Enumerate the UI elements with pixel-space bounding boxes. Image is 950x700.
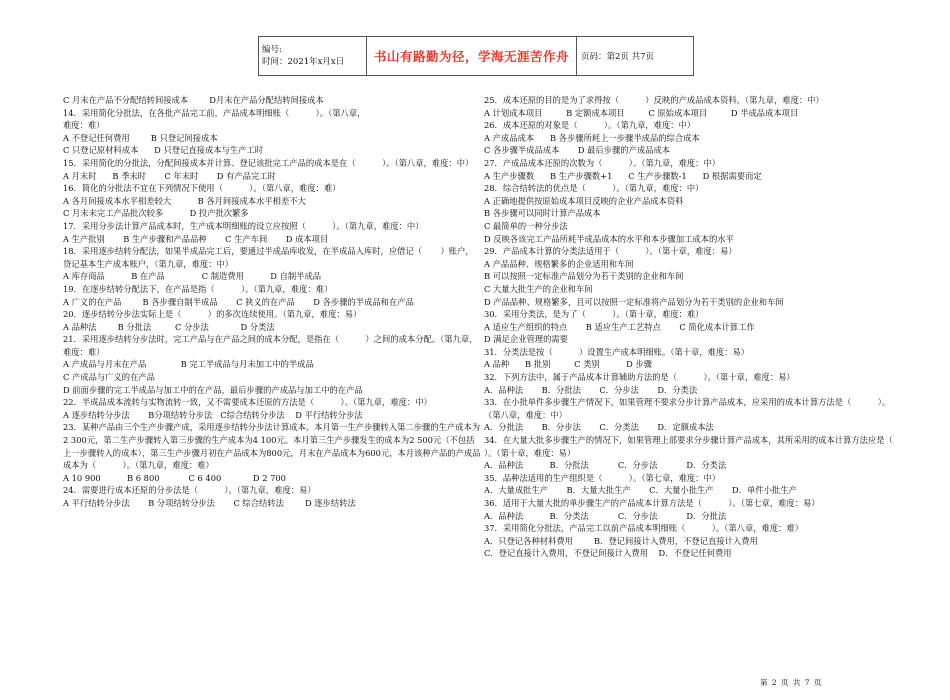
question-line: 35．品种法适用的生产组织是（ ）。（第七章，难度：中） <box>484 472 721 483</box>
question-line: 25．成本还原的目的是为了求得按（ ）反映的产成品成本资料。（第九章，难度：中） <box>484 95 824 105</box>
left-column <box>63 94 481 510</box>
question-line: A 10 900 B 6 800 C 6 400 D 2 700 <box>63 472 286 483</box>
question-line: 29．产品成本计算的分类法适用于（ ）。（第十章，难度：易） <box>484 246 737 257</box>
question-line: 14．采用简化分批法，在各批产品完工前，产品成本明细账（ ）。（第八章， <box>63 107 366 118</box>
question-line: A．只登记各种材料费用 B．登记间接计入费用，不登记直接计入费用 <box>484 535 758 546</box>
question-line: D 产品品种、规格繁多，且可以按照一定标准将产品划分为若干类别的企业和车间 <box>484 296 784 307</box>
question-line: A 计划成本项目 B 定额成本项目 C 原始成本项目 D 半成品成本项目 <box>484 107 799 118</box>
document-number-label: 编号: <box>262 45 282 55</box>
question-line: 15．采用简化的分批法，分配间接成本并计算、登记该批完工产品的成本是在（ ）。（第八章，难度：中） <box>63 157 474 168</box>
question-line: A．品种法 B．分批法 C．分步法 D．分类法 <box>484 460 727 471</box>
question-line: C 月末在产品不分配结转间接成本 D月末在产品分配结转间接成本 <box>63 95 324 105</box>
question-line: A 逐步结转分步法 B分项结转分步法 C综合结转分步法 D 平行结转分步法 <box>63 409 363 420</box>
question-line: A 不登记任何费用 B 只登记间接成本 <box>63 132 218 143</box>
question-line: A 正确地提供按原始成本项目反映的企业产品成本资料 <box>484 195 684 206</box>
page-footer: 第 2 页 共 7 页 <box>760 678 823 687</box>
question-line: A 品种 B 批别 C 类别 D 步骤 <box>484 359 652 370</box>
question-line: 31．分类法是按（ ）设置生产成本明细账。（第十章，难度：易） <box>484 346 750 357</box>
question-line: D 前面步骤的完工半成品与加工中的在产品，最后步骤的产成品与加工中的在产品 <box>63 384 363 395</box>
question-line: C 只登记原材料成本 D 只登记直接成本与生产工时 <box>63 145 264 156</box>
question-line: A 产成品与月末在产品 B 完工半成品与月末加工中的半成品 <box>63 359 314 370</box>
question-line: 23．某种产品由三个生产步骤产成，采用逐步结转分步法计算成本。本月第一生产步骤转入第二步骤的生产成本为2 300元，第二生产步骤转入第三步骤的生产成本为4 100元。本月第三生产步骤发生的成本为2 500元（不包括上一步骤转入的成本），第三生产步骤月初在产品成本为800元，月末在产品成本为600元，本月该种产品的产成品成本为（ ）。（第九章，难度：难） <box>63 422 481 471</box>
question-line: 27．产成品成本还原的次数为（ ）。（第九章，难度：中） <box>484 157 721 168</box>
question-line: A 适应生产组织的特点 B 适应生产工艺特点 C 简化成本计算工作 <box>484 321 755 332</box>
question-line: 36．适用于大量大批的单步骤生产的产品成本计算方法是（ ）。（第七章，难度：易） <box>484 498 820 508</box>
right-column <box>484 94 920 560</box>
question-line: 34．在大量大批多步骤生产的情况下，如果管理上部要求分步骤计算产品成本，其所采用的成本计算方法应是（ ）。（第十章，难度：易） <box>484 435 920 458</box>
question-line: D 反映各该完工产品所耗半成品成本的水平和本步骤加工成本的水平 <box>484 233 734 244</box>
question-line: B 可以按照一定标准产品划分为若干类别的企业和车间 <box>484 271 684 282</box>
question-line: A 产品品种、规格繁多的企业适用和车间 <box>484 258 634 269</box>
question-line: A．分批法 B．分步法 C．分类法 D．定额成本法 <box>484 422 714 433</box>
question-line: 32．下列方法中，属于产品成本计算辅助方法的是（ ）。（第十章，难度：易） <box>484 372 795 383</box>
question-line: A．品种法 B．分类法 C．分步法 D．分批法 <box>484 510 727 521</box>
question-line: 19．在逐步结转分配法下，在产品是指（ ）。（第九章，难度：难） <box>63 283 333 294</box>
question-line: A 库存商品 B 在产品 C 制造费用 D 自制半成品 <box>63 271 322 282</box>
question-line: D 满足企业管理的需要 <box>484 334 568 345</box>
header-page-info: 页码：第2页 共7页 <box>581 52 655 62</box>
header-motto-cell <box>367 37 577 75</box>
question-line: C 月末未完工产品批次较多 D 投产批次繁多 <box>63 208 249 219</box>
question-line: 16．简化的分批法不宜在下列情况下使用（ ）。（第八章，难度：难） <box>63 183 341 194</box>
question-line: 33．在小批单件多步骤生产情况下，如果管理不要求分步计算产品成本，应采用的成本计算方法是（ ）。（第八章，难度：中） <box>484 397 891 420</box>
question-line: A 各月间接成本水平相差较大 B 各月间接成本水平相差不大 <box>63 195 306 206</box>
question-line: A 月末时 B 季末时 C 年末时 D 有产品完工时 <box>63 170 276 181</box>
document-time: 时间：2021年x月x日 <box>262 57 345 67</box>
question-line: 28．综合结转法的优点是（ ）。（第九章，难度：中） <box>484 183 704 194</box>
question-line: A 广义的在产品 B 各步骤自制半成品 C 狭义的在产品 D 各步骤的半成品和在产品 <box>63 296 414 307</box>
header-motto: 书山有路勤为径，学海无涯苦作舟 <box>373 49 569 64</box>
question-line: C 大量大批生产的企业和车间 <box>484 283 593 294</box>
question-line: A 生产步骤数 B 生产步骤数+1 C 生产步骤数-1 D 根据需要而定 <box>484 170 762 181</box>
question-line: 21．采用逐步结转分步法时，完工产品与在产品之间的成本分配，是指在（ ）之间的成本分配。（第九章，难度：难） <box>63 334 478 357</box>
question-line: C 各步骤半成品成本 D 最后步骤的产成品成本 <box>484 145 671 156</box>
question-line: A 品种法 B 分批法 C 分步法 D 分类法 <box>63 321 275 332</box>
question-line: 26．成本还原的对象是（ ）。（第九章，难度：中） <box>484 120 696 131</box>
question-line: 37．采用简化分批法，产品完工以前产品成本明细账（ ）。（第八章，难度：难） <box>484 523 804 534</box>
header-meta <box>259 37 367 75</box>
page-header <box>258 36 694 76</box>
question-line: B 各步骤可以同时计算产品成本 <box>484 208 601 219</box>
question-line: A．品种法 B．分批法 C．分步法 D．分类法 <box>484 384 698 395</box>
question-line: 难度：难） <box>63 120 105 131</box>
question-line: 17．采用分步法计算产品成本时，生产成本明细账的设立应按照（ ）。（第九章，难度：中） <box>63 220 424 231</box>
question-line: C 最简单的一种分步法 <box>484 220 568 231</box>
question-line: 30．采用分类法，是为了（ ）。（第十章，难度：难） <box>484 309 704 320</box>
question-line: 24．需要进行成本还原的分步法是（ ）。（第九章，难度：易） <box>63 485 316 496</box>
question-line: C．登记直接计入费用，不登记间接计入费用 D．不登记任何费用 <box>484 548 732 559</box>
question-line: 20．逐步结转分步法实际上是（ ）的多次连续使用。（第九章，难度：易） <box>63 309 362 320</box>
question-line: 18．采用逐步结转分配法，如果半成品完工后，要通过半成品库收发，在半成品入库时，应借记（ ）账户，贷记基本生产成本账户，（第九章，难度：中） <box>63 246 474 269</box>
question-line: A．大量成批生产 B．大量大批生产 C．大量小批生产 D．单件小批生产 <box>484 485 797 496</box>
question-line: 22．半成品成本流转与实物流转一致，又不需要成本还原的方法是（ ）。（第九章，难度：中） <box>63 397 432 408</box>
question-line: C 产成品与广义的在产品 <box>63 372 155 383</box>
question-line: A 产成品成本 B 各步骤所耗上一步骤半成品的综合成本 <box>484 132 700 143</box>
question-line: A 生产批别 B 生产步骤和产品品种 C 生产车间 D 成本项目 <box>63 233 329 244</box>
question-line: A 平行结转分步法 B 分项结转分步法 C 综合结转法 D 逐步结转法 <box>63 498 356 508</box>
